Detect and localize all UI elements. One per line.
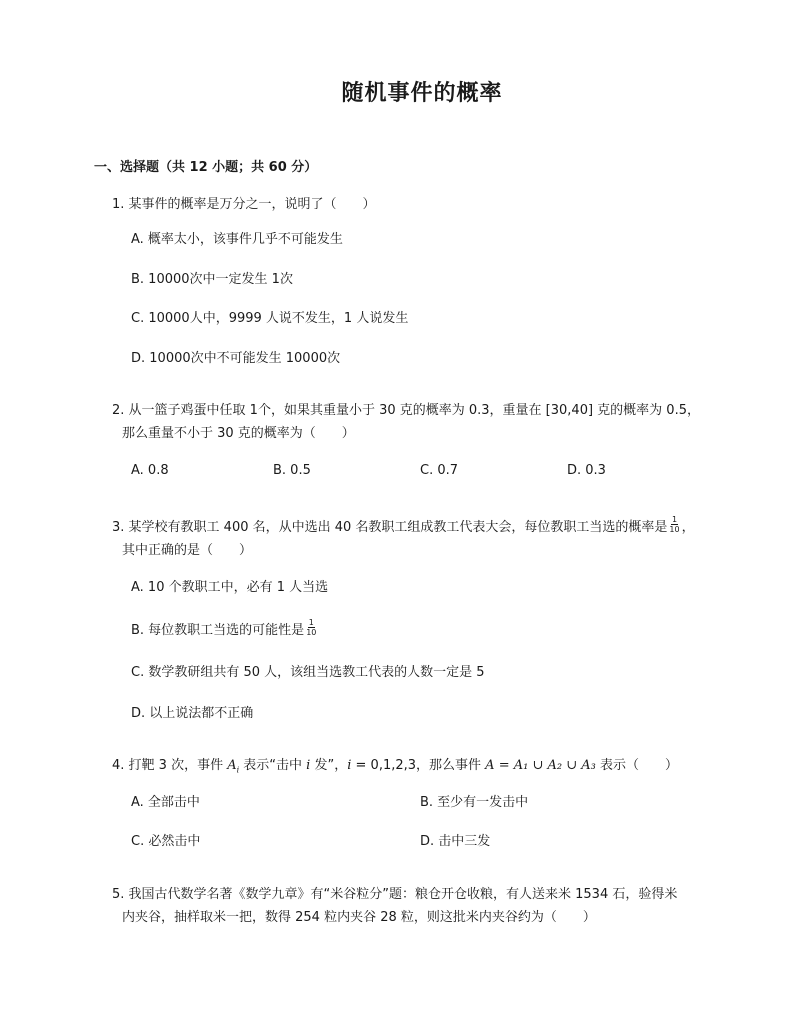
question-3-option-d: D. 以上说法都不正确 bbox=[131, 706, 254, 721]
question-4-stem bbox=[112, 757, 678, 780]
question-4-option-b: B. 至少有一发击中 bbox=[420, 795, 529, 810]
section-heading: 一、选择题（共 12 小题；共 60 分） bbox=[94, 160, 318, 175]
question-4-stem-e: 表示（ ） bbox=[595, 758, 678, 773]
question-1-stem: 1. 某事件的概率是万分之一，说明了（ ） bbox=[112, 197, 376, 212]
question-1-option-a: A. 概率太小，该事件几乎不可能发生 bbox=[131, 232, 343, 247]
page-title: 随机事件的概率 bbox=[341, 80, 503, 106]
question-2-stem-line-2: 那么重量不小于 30 克的概率为（ ） bbox=[122, 426, 355, 441]
fraction-denominator: 10 bbox=[669, 525, 680, 534]
question-2-option-d: D. 0.3 bbox=[567, 463, 606, 478]
question-5-stem-line-1: 5. 我国古代数学名著《数学九章》有“米谷粒分”题：粮仓开仓收粮，有人送来米 1534 石，验得米 bbox=[112, 887, 678, 902]
question-4-stem-c: 发”， bbox=[310, 758, 348, 773]
question-3-stem-line-1 bbox=[112, 515, 695, 537]
question-3-stem-text: 3. 某学校有教职工 400 名，从中选出 40 名教职工组成教工代表大会，每位教职工当选的概率是 bbox=[112, 520, 668, 535]
question-5-stem-line-2: 内夹谷，抽样取米一把，数得 254 粒内夹谷 28 粒，则这批米内夹谷约为（ ） bbox=[122, 910, 596, 925]
question-2-stem-line-1: 2. 从一篮子鸡蛋中任取 1个，如果其重量小于 30 克的概率为 0.3，重量在 [30,40] 克的概率为 0.5， bbox=[112, 403, 700, 418]
question-1-option-b: B. 10000次中一定发生 1次 bbox=[131, 272, 293, 287]
question-1-option-d: D. 10000次中不可能发生 10000次 bbox=[131, 351, 341, 366]
question-4-stem-b: 表示“击中 bbox=[239, 758, 307, 773]
fraction-one-tenth bbox=[669, 515, 679, 534]
question-4-option-d: D. 击中三发 bbox=[420, 834, 491, 849]
question-3-option-b-text: B. 每位教职工当选的可能性是 bbox=[131, 623, 305, 638]
question-3-option-c: C. 数学教研组共有 50 人，该组当选教工代表的人数一定是 5 bbox=[131, 665, 485, 680]
fraction-denominator: 10 bbox=[306, 628, 317, 637]
question-3-option-b bbox=[131, 618, 318, 640]
question-3-stem-end: ， bbox=[681, 520, 695, 535]
question-2-option-b: B. 0.5 bbox=[273, 463, 311, 478]
question-3-option-a: A. 10 个教职工中，必有 1 人当选 bbox=[131, 580, 329, 595]
question-1-option-c: C. 10000人中，9999 人说不发生，1 人说发生 bbox=[131, 311, 409, 326]
fraction-numerator: 1 bbox=[671, 515, 678, 524]
question-2-option-c: C. 0.7 bbox=[420, 463, 459, 478]
fraction-one-tenth-b bbox=[306, 618, 316, 637]
union-formula: A = A₁ ∪ A₂ ∪ A₃ bbox=[485, 758, 596, 773]
question-4-option-c: C. 必然击中 bbox=[131, 834, 201, 849]
question-4-stem-a: 4. 打靶 3 次，事件 bbox=[112, 758, 228, 773]
var-i-2: i bbox=[347, 758, 352, 773]
event-a-i: $A_i$ bbox=[227, 758, 240, 775]
question-2-option-a: A. 0.8 bbox=[131, 463, 169, 478]
question-4-stem-d: = 0,1,2,3，那么事件 bbox=[351, 758, 486, 773]
var-i: i bbox=[306, 758, 311, 773]
question-3-stem-line-2: 其中正确的是（ ） bbox=[122, 543, 253, 558]
fraction-numerator: 1 bbox=[308, 618, 314, 627]
question-4-option-a: A. 全部击中 bbox=[131, 795, 200, 810]
